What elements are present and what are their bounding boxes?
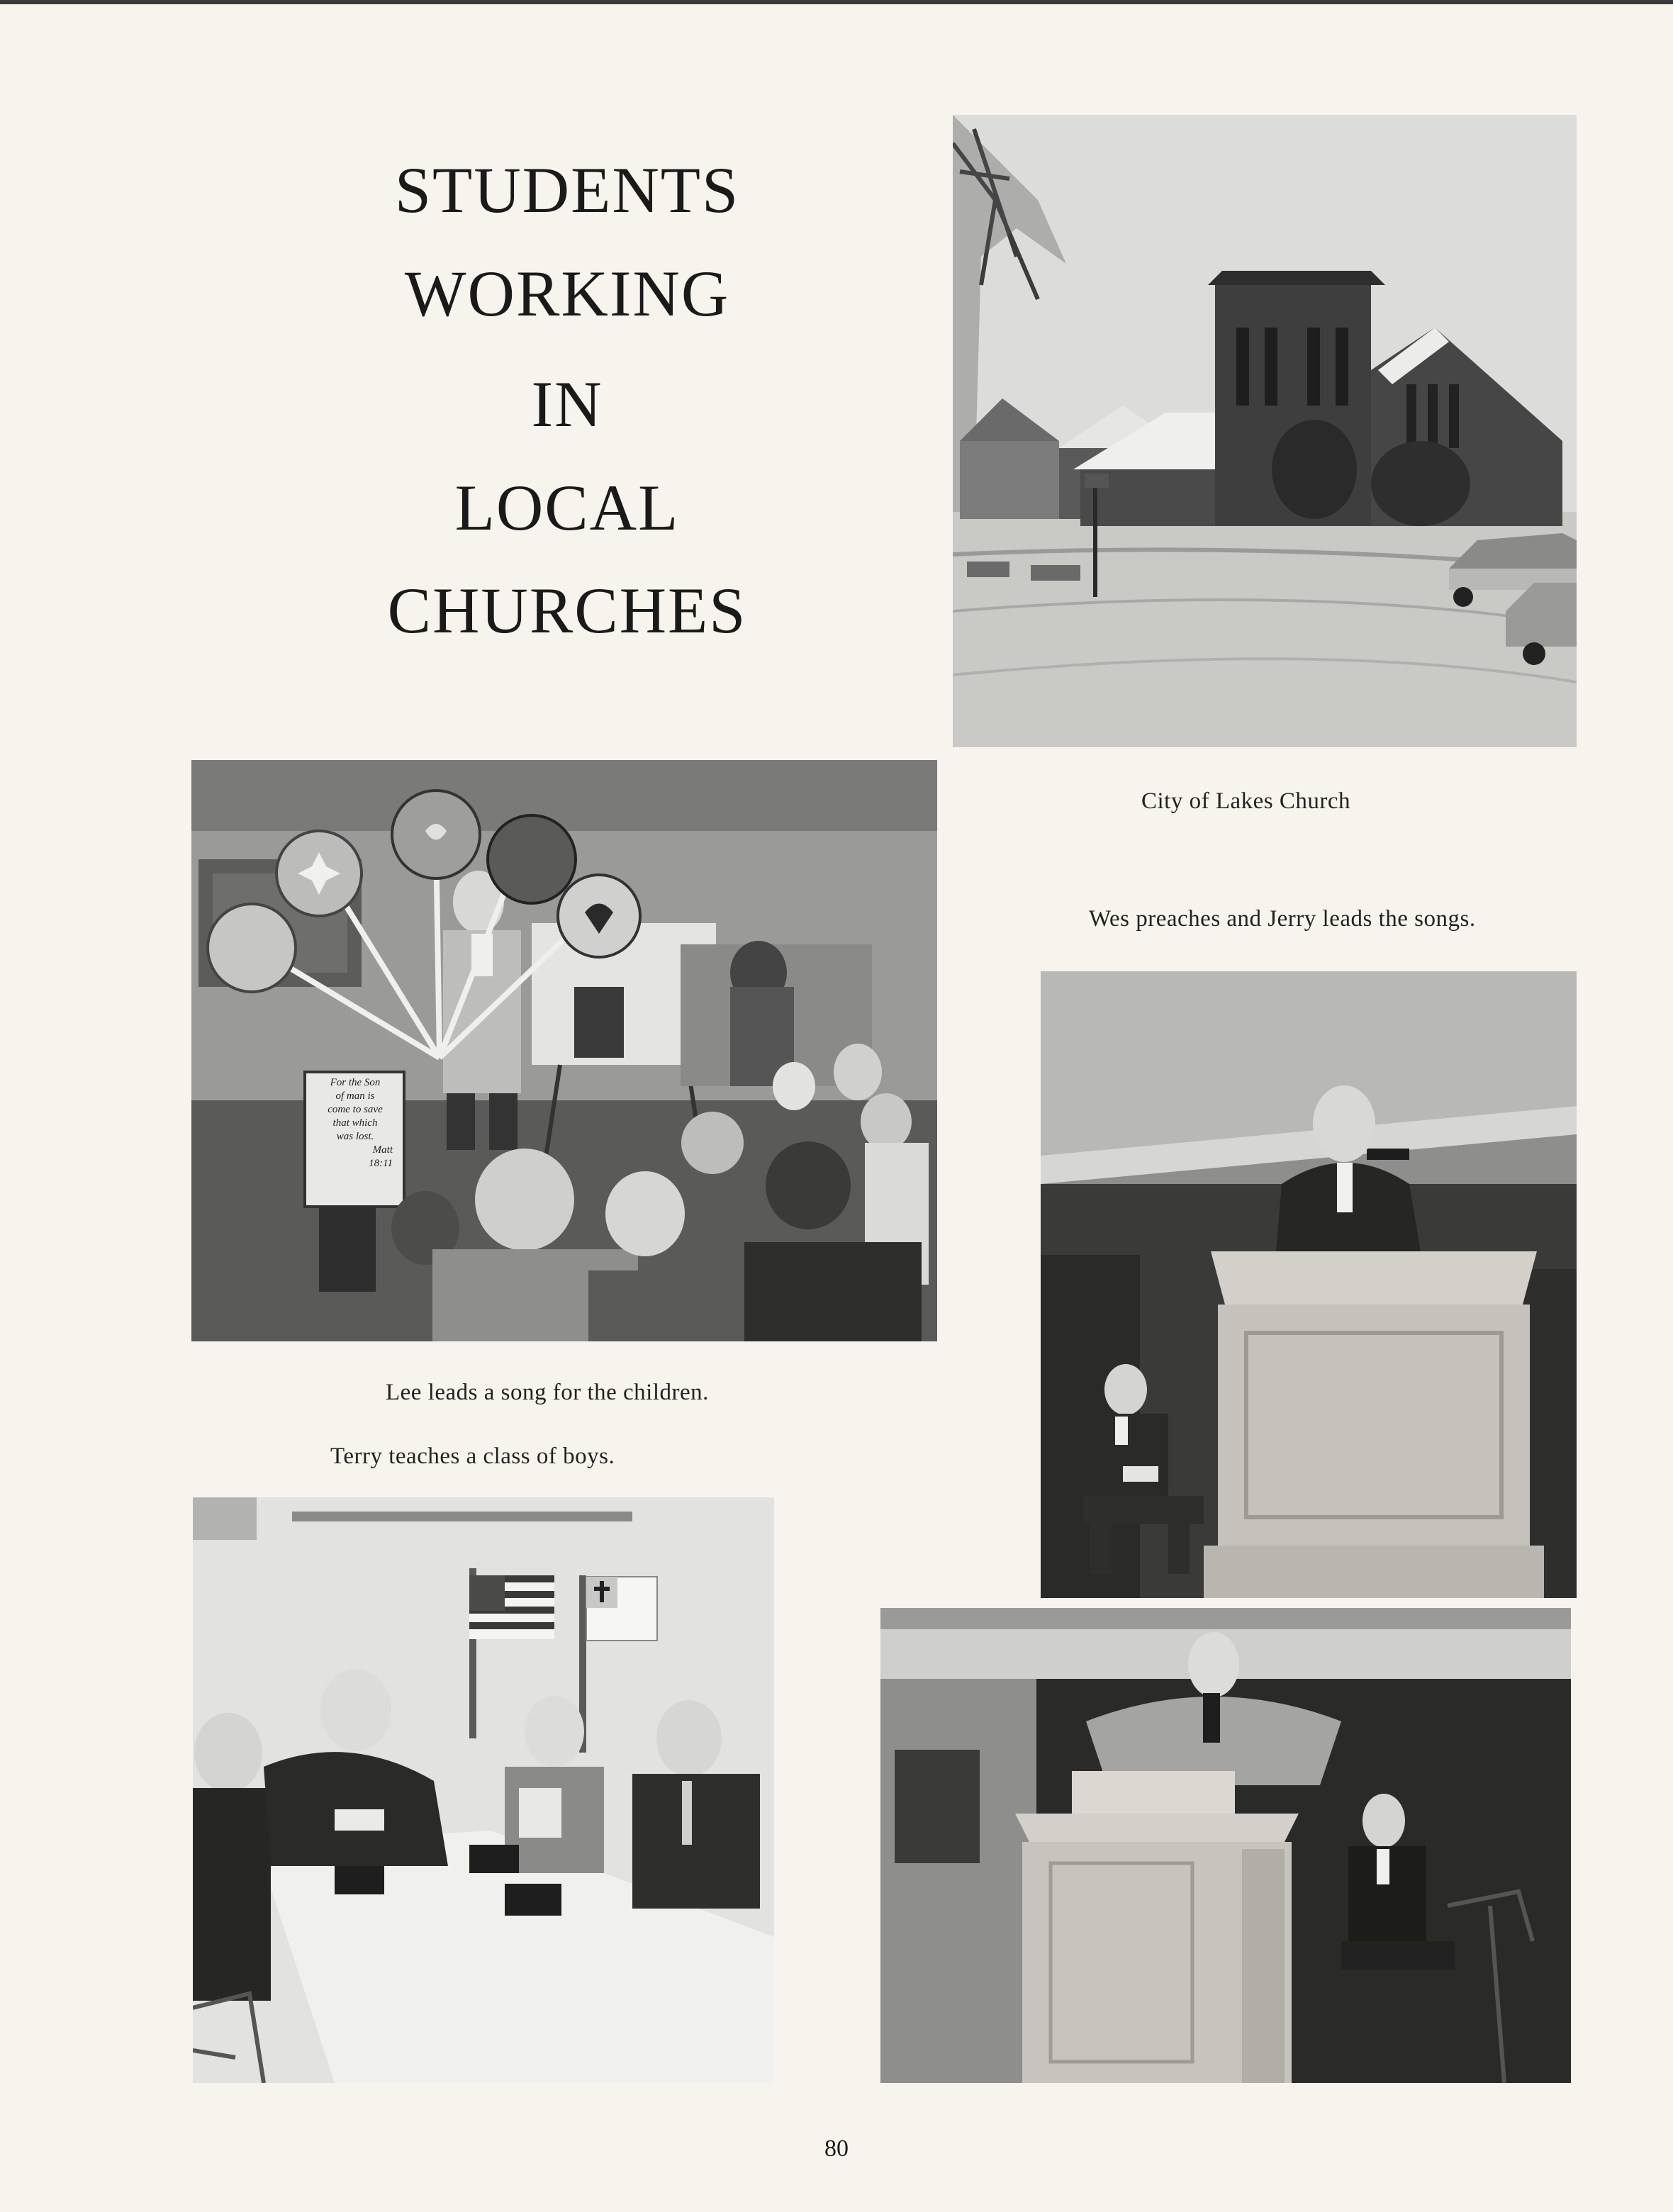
scripture-line: come to save [328,1104,383,1115]
church-photo [953,115,1577,747]
page-edge [0,0,1673,4]
preacher-photo [1041,971,1577,1598]
scripture-line: Matt [372,1144,393,1156]
children-song-photo [191,760,937,1341]
scripture-line: of man is [335,1090,375,1102]
boys-class-photo [193,1497,774,2083]
song-leader-photo [880,1608,1571,2083]
caption-children: Lee leads a song for the children. [386,1380,709,1405]
scripture-line: 18:11 [369,1158,393,1169]
scripture-line: was lost. [336,1131,374,1142]
title-line: WORKING [404,257,730,330]
scripture-line: that which [332,1117,378,1129]
caption-church: City of Lakes Church [1141,788,1351,814]
title-line: IN [531,368,603,440]
page-number: 80 [824,2135,849,2162]
title-line: STUDENTS [394,154,740,226]
scripture-board [308,1076,403,1171]
caption-preach: Wes preaches and Jerry leads the songs. [1089,906,1476,932]
title-line: CHURCHES [387,574,747,647]
caption-boys: Terry teaches a class of boys. [330,1443,615,1469]
title-line: LOCAL [454,471,680,544]
scripture-line: For the Son [330,1077,381,1088]
